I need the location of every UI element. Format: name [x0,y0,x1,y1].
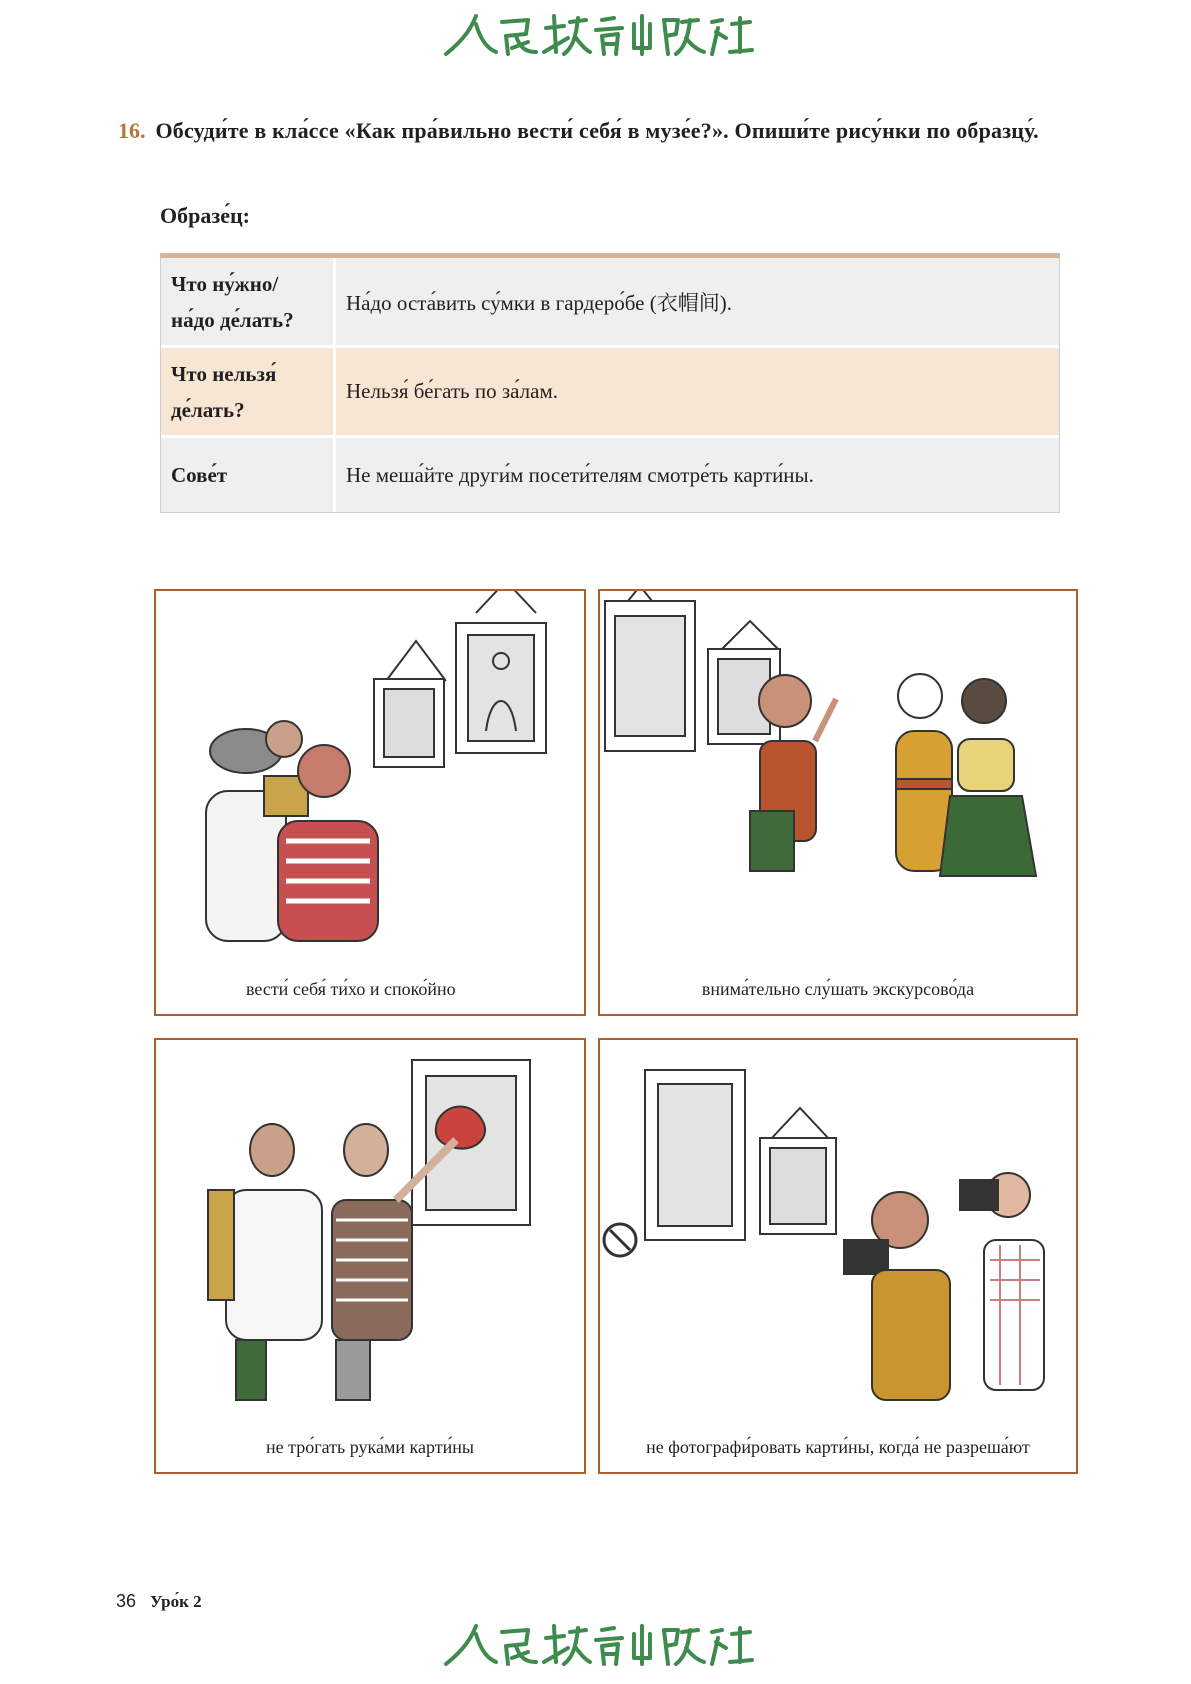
table-row [161,435,1059,512]
table-answer: На́до оста́вить су́мки в гардеро́бе (衣帽间). [346,290,732,315]
publisher-logo-image [436,8,756,64]
table-question: Что ну́жно/ на́до де́лать? [161,258,336,345]
guide-and-visitors-illustration [600,591,1078,971]
publisher-logo-bottom [0,1618,1191,1678]
page-number: 36 [116,1591,137,1611]
panel-caption: вести́ себя́ ти́хо и споко́йно [246,979,456,999]
publisher-logo-image [436,1618,756,1674]
task-text: Обсуди́те в кла́ссе «Как пра́вильно вести́ себя́ в музе́е?». Опиши́те рису́нки по образцу́. [155,118,1039,143]
illustration-panel-no-photo [598,1038,1078,1474]
sample-table [160,253,1060,513]
table-row [161,345,1059,435]
illustration-panel-guide [598,589,1078,1016]
illustration-panel-no-touch [154,1038,586,1474]
page-footer [116,1591,202,1612]
lesson-label: Уро́к 2 [150,1592,202,1611]
panel-caption: внима́тельно слу́шать экскурсово́да [701,979,975,999]
no-camera-sign-icon [604,1224,636,1256]
visitors-photographing-paintings-illustration [600,1040,1078,1430]
task-number: 16. [118,118,146,143]
table-answer: Нельзя́ бе́гать по за́лам. [346,379,558,403]
table-question: Сове́т [161,438,336,512]
sample-label: Образе́ц: [160,203,250,228]
table-answer: Не меша́йте други́м посети́телям смотре́ть карти́ны. [346,462,814,487]
table-row [161,258,1059,345]
panel-caption: не тро́гать рука́ми карти́ны [266,1437,474,1457]
publisher-logo-top [0,8,1191,68]
table-question: Что нельзя́ де́лать? [161,348,336,435]
task-heading [118,112,1078,150]
visitors-looking-at-paintings-illustration [156,591,586,971]
illustration-panel-quiet [154,589,586,1016]
panel-caption: не фотографи́ровать карти́ны, когда́ не разреша́ют [646,1437,1030,1457]
boys-touching-painting-illustration [156,1040,586,1430]
